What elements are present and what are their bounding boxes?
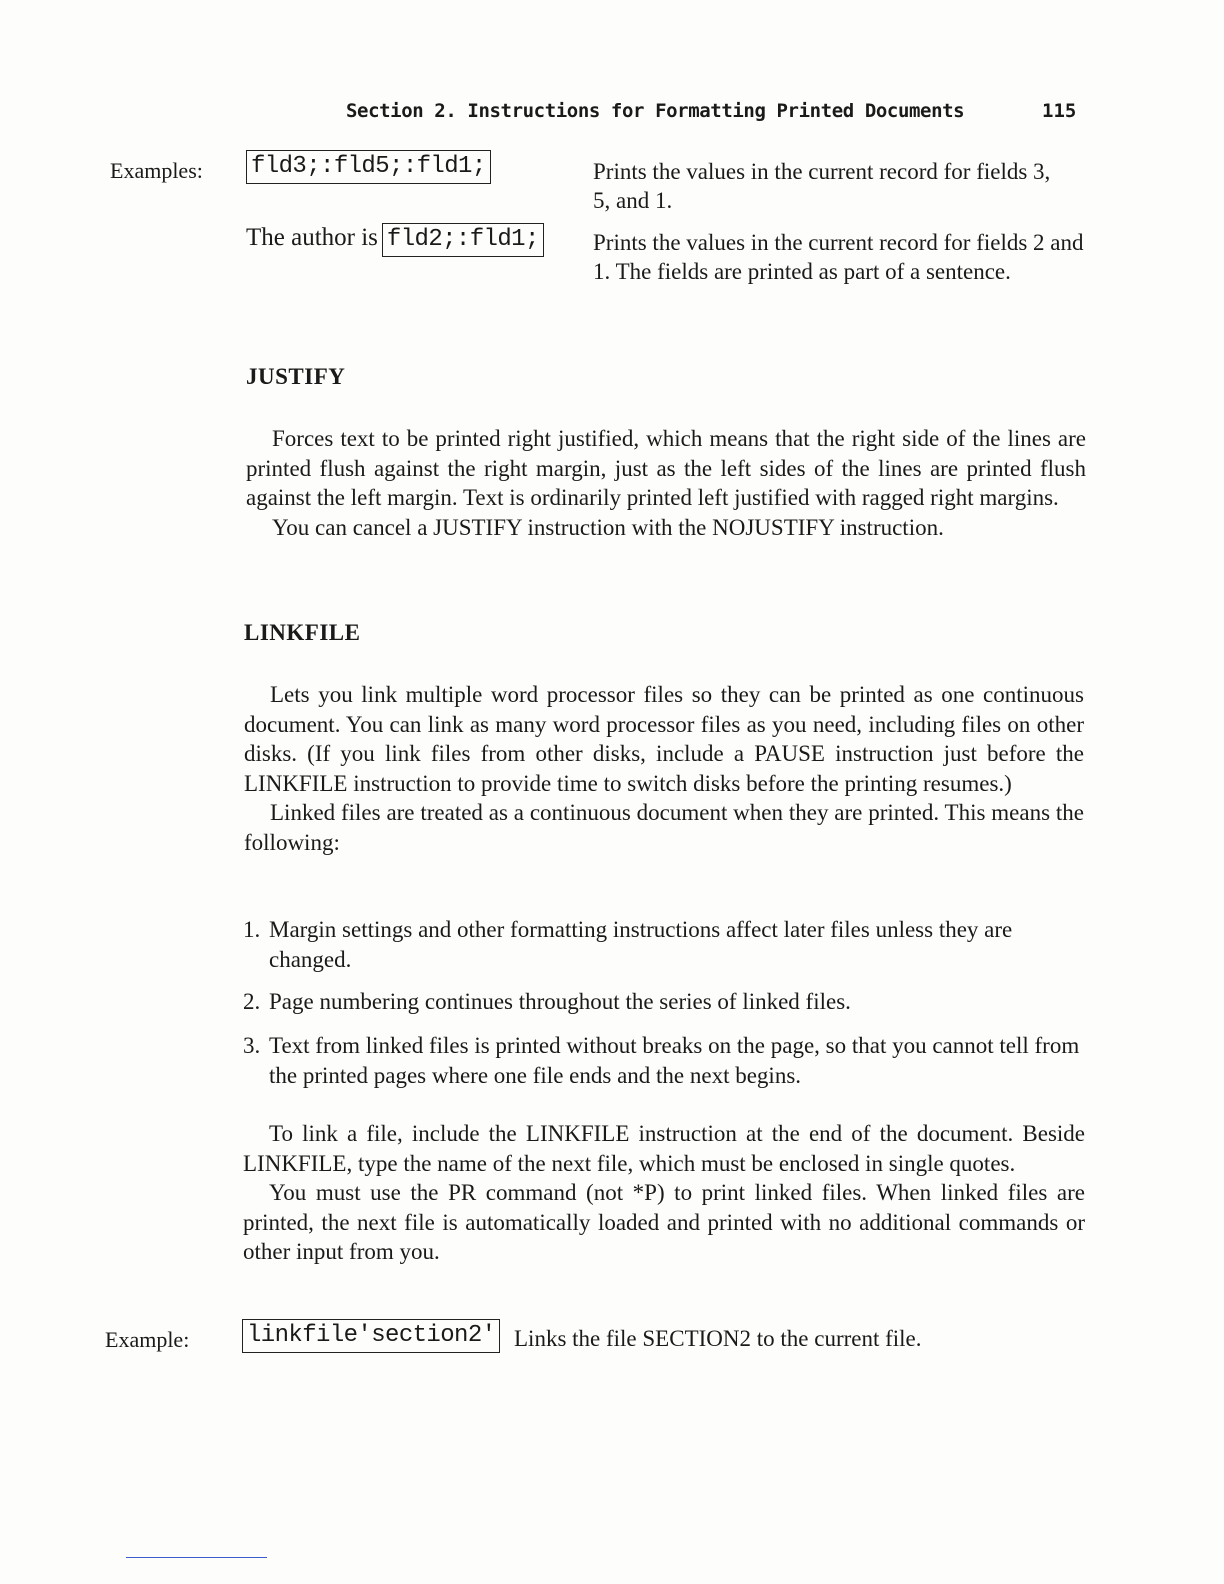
list-item-text: Margin settings and other formatting instructions affect later files unless they are changed.	[269, 917, 1013, 972]
page-number: 115	[1042, 100, 1077, 122]
linkfile-example-description: Links the file SECTION2 to the current file.	[514, 1326, 922, 1351]
example-1-code: fld3;:fld5;:fld1;	[246, 150, 491, 184]
example-1-description: Prints the values in the current record for fields 3, 5, and 1.	[593, 159, 1051, 213]
justify-body	[246, 424, 1086, 542]
example-2-code: fld2;:fld1;	[382, 223, 544, 257]
linkfile-paragraph: To link a file, include the LINKFILE instruction at the end of the document. Beside LINKFILE, type the name of the next file, which must be enclosed in single quotes.	[243, 1121, 1085, 1176]
list-item-number: 3.	[243, 1033, 261, 1058]
list-item	[243, 1031, 1085, 1090]
example-1-code-row	[246, 150, 491, 184]
examples-label: Examples:	[110, 158, 203, 183]
example-label: Example:	[105, 1327, 190, 1352]
linkfile-heading: LINKFILE	[244, 620, 361, 645]
linkfile-example-code: linkfile'section2'	[242, 1319, 500, 1353]
example-2-code-row	[246, 223, 544, 257]
linkfile-paragraph: Linked files are treated as a continuous document when they are printed. This means the following:	[244, 800, 1084, 855]
running-header-title: Section 2. Instructions for Formatting Printed Documents	[346, 100, 965, 122]
linkfile-example-code-row	[242, 1319, 500, 1353]
list-item-number: 1.	[243, 917, 261, 942]
justify-heading: JUSTIFY	[246, 364, 346, 389]
example-2-prefix: The author is	[246, 224, 378, 251]
list-item	[243, 987, 1085, 1017]
linkfile-body-after	[243, 1119, 1085, 1267]
linkfile-paragraph: You must use the PR command (not *P) to print linked files. When linked files are printed, the next file is automatically loaded and printed with no additional commands or other input from you.	[243, 1180, 1085, 1264]
list-item-text: Text from linked files is printed without breaks on the page, so that you cannot tell from the printed pages where one file ends and the next begins.	[269, 1033, 1080, 1088]
example-2-description: Prints the values in the current record for fields 2 and 1. The fields are printed as part of a sentence.	[593, 230, 1084, 284]
linkfile-body	[244, 680, 1084, 857]
justify-paragraph: Forces text to be printed right justified, which means that the right side of the lines are printed flush against the right margin, just as the left sides of the lines are printed flush against the left margin. Text is ordinarily printed left justified with ragged right margins.	[246, 426, 1086, 510]
justify-paragraph: You can cancel a JUSTIFY instruction with the NOJUSTIFY instruction.	[272, 514, 944, 540]
list-item-text: Page numbering continues throughout the series of linked files.	[269, 989, 851, 1014]
footer-rule	[126, 1557, 267, 1558]
linkfile-paragraph: Lets you link multiple word processor files so they can be printed as one continuous document. You can link as many word processor files as you need, including files on other disks. (If you link files from other disks, include a PAUSE instruction just before the LINKFILE instruction to provide time to switch disks before the printing resumes.)	[244, 682, 1084, 796]
list-item-number: 2.	[243, 989, 261, 1014]
list-item	[243, 915, 1085, 974]
